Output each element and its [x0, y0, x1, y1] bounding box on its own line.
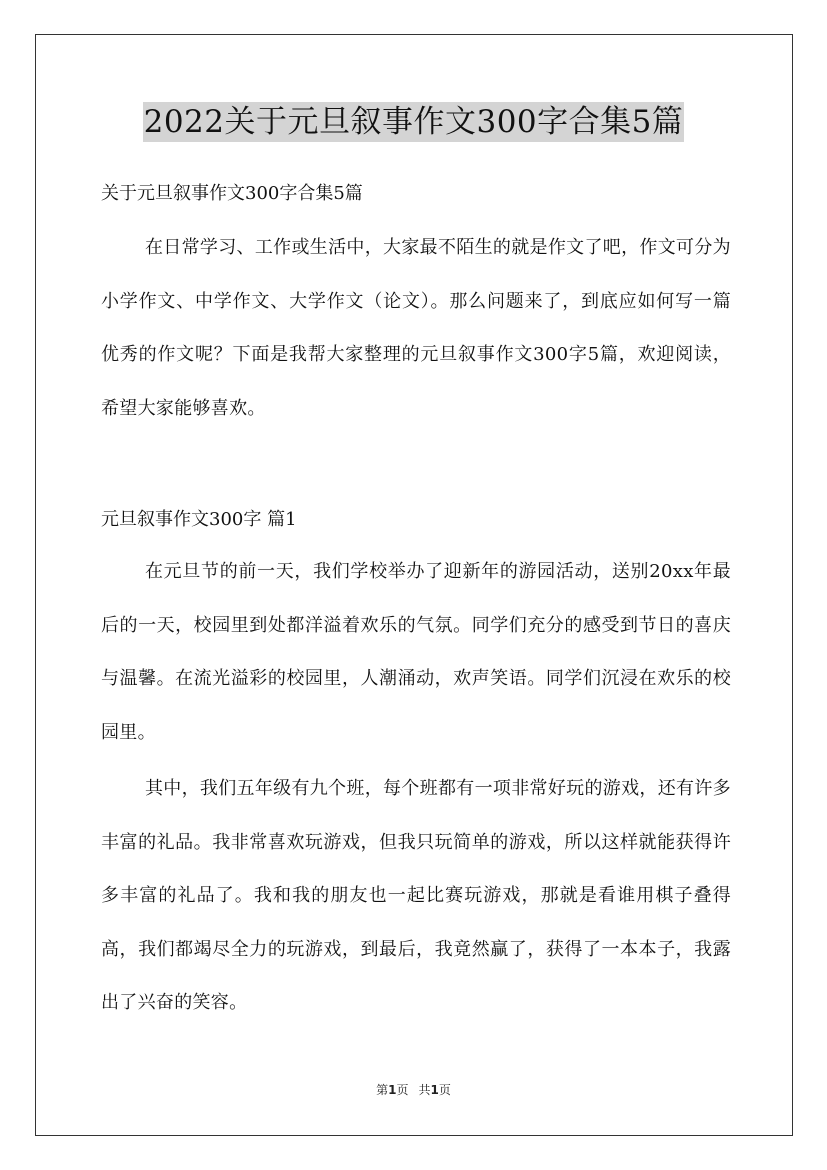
document-subtitle: 关于元旦叙事作文300字合集5篇 — [101, 183, 363, 204]
page-total: 1 — [430, 1083, 439, 1097]
body-paragraph-1: 在元旦节的前一天，我们学校举办了迎新年的游园活动，送别20xx年最后的一天，校园里到处都洋溢着欢乐的气氛。同学们充分的感受到节日的喜庆与温馨。在流光溢彩的校园里，人潮涌动，欢声笑语。同学们沉浸在欢乐的校园里。 — [101, 561, 731, 743]
page-current: 1 — [388, 1083, 397, 1097]
section-heading: 元旦叙事作文300字 篇1 — [101, 509, 297, 530]
body-paragraph-2: 其中，我们五年级有九个班，每个班都有一项非常好玩的游戏，还有许多丰富的礼品。我非常喜欢玩游戏，但我只玩简单的游戏，所以这样就能获得许多丰富的礼品了。我和我的朋友也一起比赛玩游戏，那就是看谁用棋子叠得高，我们都竭尽全力的玩游戏，到最后，我竟然赢了，获得了一本本子，我露出了兴奋的笑容。 — [101, 778, 731, 1013]
page-prefix: 第 — [376, 1083, 389, 1097]
total-prefix: 共 — [418, 1083, 431, 1097]
total-suffix: 页 — [438, 1083, 451, 1097]
document-title-text: 2022关于元旦叙事作文300字合集5篇 — [143, 104, 684, 140]
document-title — [0, 102, 827, 142]
intro-paragraph: 在日常学习、工作或生活中，大家最不陌生的就是作文了吧，作文可分为小学作文、中学作文、大学作文（论文）。那么问题来了，到底应如何写一篇优秀的作文呢？下面是我帮大家整理的元旦叙事作文300字5篇，欢迎阅读，希望大家能够喜欢。 — [101, 237, 731, 419]
page-footer — [0, 1082, 827, 1098]
page-suffix: 页 — [396, 1083, 409, 1097]
